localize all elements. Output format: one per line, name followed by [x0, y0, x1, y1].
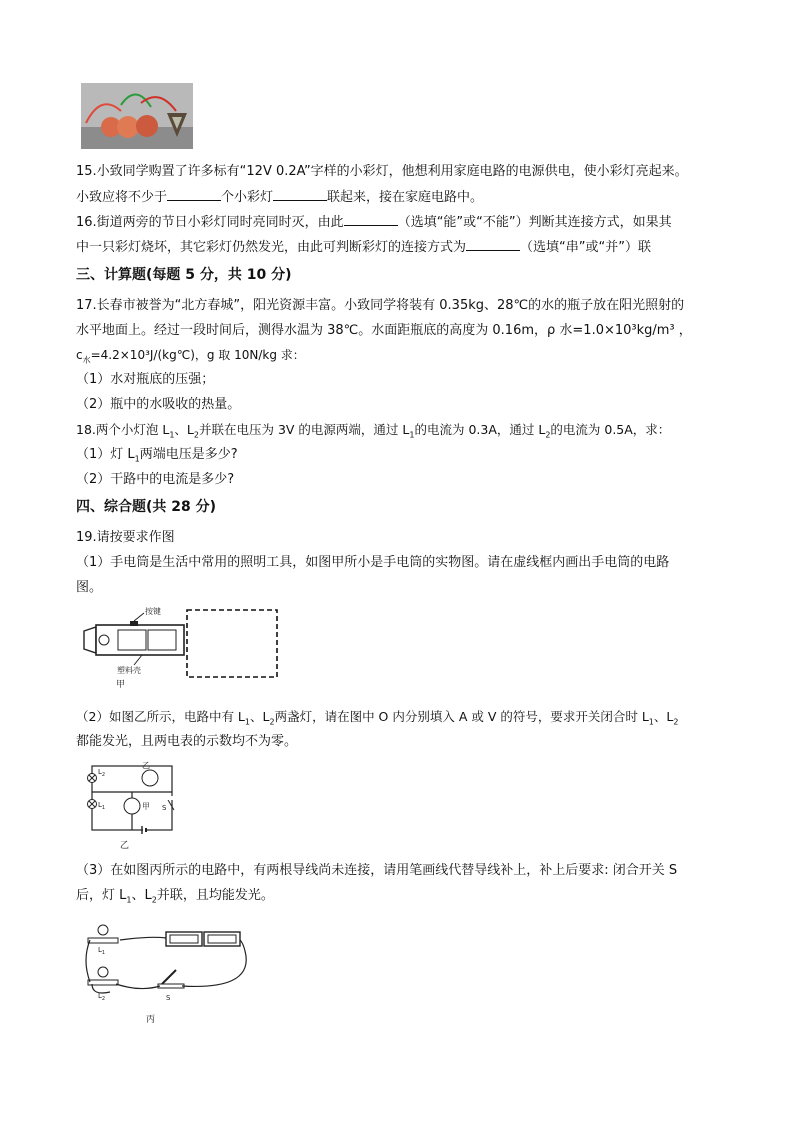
label-s: S [166, 994, 171, 1002]
q19-title: 19.请按要求作图 [76, 530, 175, 545]
q16-line2: 中一只彩灯烧坏，其它彩灯仍然发光，由此可判断彩灯的连接方式为 （选填“串”或“并”）联 [76, 240, 651, 255]
switch-icon [158, 970, 184, 988]
q19-part1-line1: （1）手电筒是生活中常用的照明工具，如图甲所小是手电筒的实物图。请在虚线框内画出手电筒的电路 [76, 555, 670, 570]
answer-blank[interactable] [273, 188, 327, 201]
label-shell: 塑料壳 [117, 666, 141, 675]
figure-caption-yi: 乙 [120, 841, 130, 851]
q19-part2-line1: （2）如图乙所示，电路中有 $L_1$、$L_2$两盏灯，请在图中 O 内分别填入 A 或 V 的符号，要求开关闭合时 $L_1$、$L_2$ [76, 709, 679, 727]
label-button: 按键 [145, 607, 161, 616]
battery-icon [166, 932, 240, 946]
label-jia: 甲 [142, 802, 150, 811]
label-l2: $L_2$ [98, 768, 106, 778]
answer-blank[interactable] [344, 213, 398, 226]
q19-part3-line1: （3）在如图丙所示的电路中，有两根导线尚未连接，请用笔画线代替导线补上，补上后要求: 闭合开关 S [76, 863, 678, 878]
q17-item2: （2）瓶中的水吸收的热量。 [76, 397, 241, 412]
q19-part2-line2: 都能发光，且两电表的示数均不为零。 [76, 734, 298, 749]
bulb-icon [88, 925, 118, 943]
label-yi: 乙 [142, 761, 150, 770]
bulb-icon [88, 967, 118, 985]
circuit-figure-bing [80, 920, 260, 1028]
section-4-heading: 四、综合题(共 28 分) [76, 499, 217, 515]
lamp-icon [88, 774, 97, 783]
q16-line1: 16.街道两旁的节日小彩灯同时亮同时灭，由此 （选填“能”或“不能”）判断其连接方式，如果其 [76, 215, 672, 230]
drawing-box[interactable] [187, 610, 277, 677]
fruit-battery-photo [81, 83, 193, 149]
q17-line3: $c_水=4.2\times 10^3J/(kg℃)$，g 取 10N/kg 求： [76, 348, 305, 365]
q19-part3-line2: 后，灯 $L_1$、$L_2$并联，且均能发光。 [76, 888, 274, 905]
q17-item1: （1）水对瓶底的压强； [76, 372, 215, 387]
circuit-figure-yi [82, 758, 182, 852]
q18-line1: 18.两个小灯泡 $L_1$、$L_2$并联在电压为 3V 的电源两端，通过 $L_1$的电流为 0.3A，通过 $L_2$的电流为 0.5A，求： [76, 422, 671, 440]
label-l2: $L_2$ [98, 992, 106, 1002]
q17-line2: 水平地面上。经过一段时间后，测得水温为 38℃。水面距瓶底的高度为 0.16m，ρ 水=1.0×10³kg/m³ ， [76, 323, 692, 338]
section-3-heading: 三、计算题(每题 5 分，共 10 分) [76, 267, 292, 283]
lamp-icon [88, 800, 97, 809]
q18-item1: （1）灯 $L_1$两端电压是多少? [76, 447, 238, 464]
q19-part1-line2: 图。 [76, 580, 103, 595]
meter-circle-jia[interactable] [124, 798, 140, 814]
q15-line1: 15.小致同学购置了许多标有“12V 0.2A”字样的小彩灯，他想利用家庭电路的电源供电，使小彩灯亮起来。 [76, 164, 688, 179]
label-l1: $L_1$ [98, 801, 106, 811]
q15-line2: 小致应将不少于 个小彩灯 联起来，接在家庭电路中。 [76, 190, 484, 205]
flashlight-figure [82, 605, 282, 691]
label-l1: $L_1$ [98, 946, 106, 956]
meter-circle-yi[interactable] [142, 770, 158, 786]
figure-caption-bing: 丙 [146, 1015, 156, 1025]
q18-item2: （2）干路中的电流是多少? [76, 472, 235, 487]
answer-blank[interactable] [167, 188, 221, 201]
q17-line1: 17.长春市被誉为“北方春城”，阳光资源丰富。小致同学将装有 0.35kg、28℃的水的瓶子放在阳光照射的 [76, 298, 685, 313]
figure-caption-jia: 甲 [116, 680, 126, 690]
label-s: S [162, 804, 167, 812]
answer-blank[interactable] [466, 238, 520, 251]
